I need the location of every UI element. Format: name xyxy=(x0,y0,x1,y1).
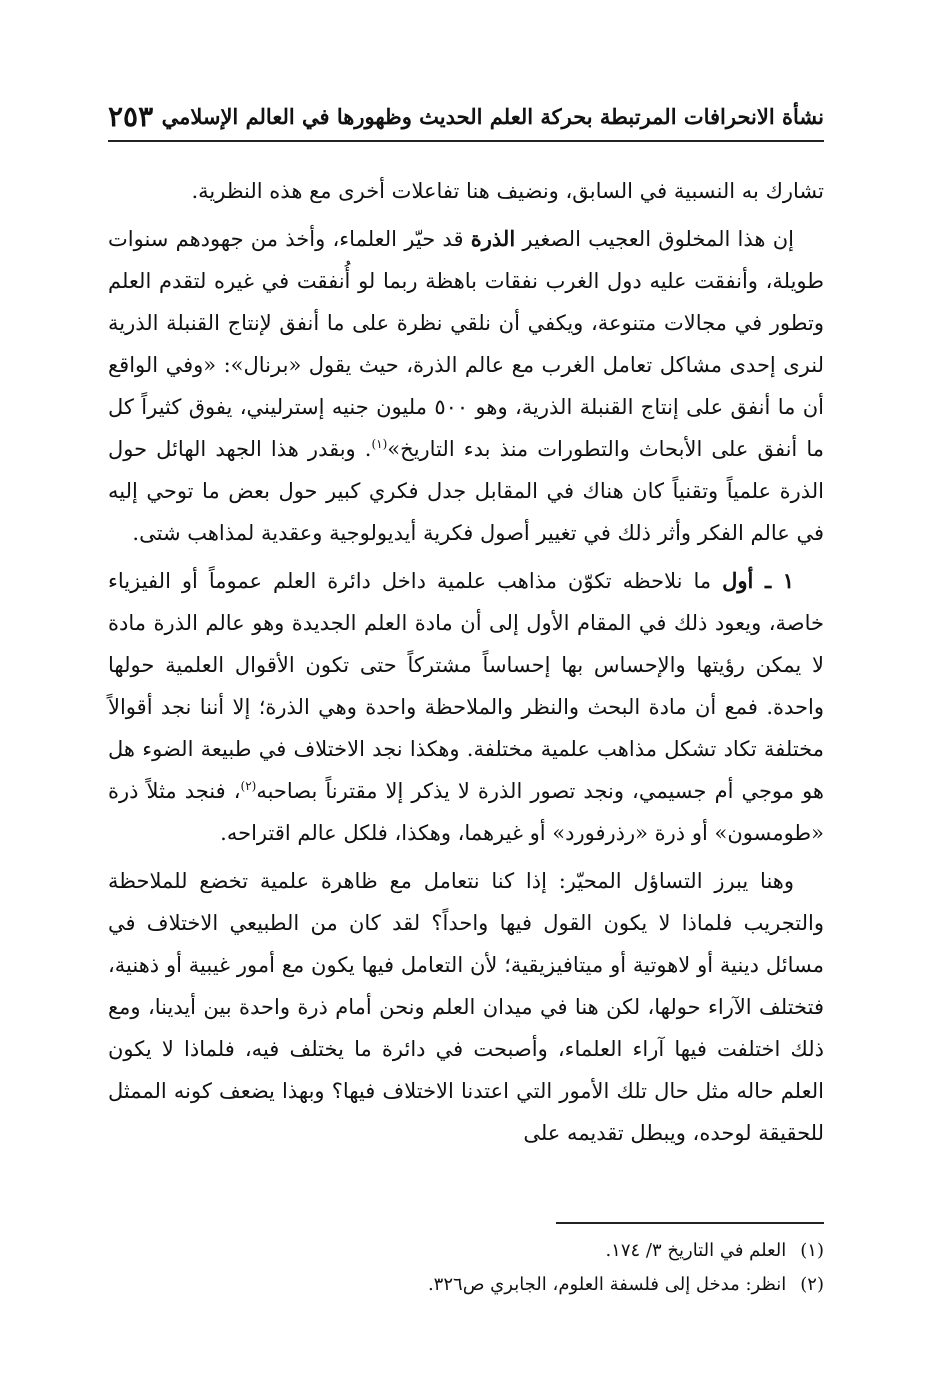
page-number: ٢٥٣ xyxy=(108,99,154,133)
paragraph-2-text-c: . وبقدر هذا الجهد الهائل حول الذرة علمياً وتقنياً كان هناك في المقابل جدل فكري كبير حول بعض ما توحي إليه في عالم الفكر وأثر ذلك في تغيير أصول فكرية أيديولوجية وعقدية لمذاهب شتى. xyxy=(108,437,824,545)
footnote-1 xyxy=(108,1234,824,1268)
footnote-1-text: العلم في التاريخ ٣/ ١٧٤. xyxy=(605,1240,787,1261)
paragraph-2-text-a: إن هذا المخلوق العجيب الصغير xyxy=(515,227,794,251)
paragraph-3-bold-lead: ١ ـ أول xyxy=(722,568,795,593)
paragraph-2-bold-term: الذرة xyxy=(470,226,516,251)
paragraph-2-text-b: قد حيّر العلماء، وأخذ من جهودهم سنوات طويلة، وأنفقت عليه دول الغرب نفقات باهظة ربما لو أُنفقت في غيره لتقدم العلم وتطور في مجالات متنوعة، ويكفي أن نلقي نظرة على ما أنفق لإنتاج القنبلة الذرية لنرى إحدى مشاكل تعامل الغرب مع عالم الذرة، حيث يقول «برنال»: «وفي الواقع أن ما أنفق على إنتاج القنبلة الذرية، وهو ٥٠٠ مليون جنيه إسترليني، يفوق كثيراً كل ما أنفق على الأبحاث والتطورات منذ بدء التاريخ» xyxy=(108,227,824,461)
paragraph-4: وهنا يبرز التساؤل المحيّر: إذا كنا نتعامل مع ظاهرة علمية تخضع للملاحظة والتجريب فلماذا لا يكون القول فيها واحداً؟ لقد كان من الطبيعي الاختلاف في مسائل دينية أو لاهوتية أو ميتافيزيقية؛ لأن التعامل فيها يكون مع أمور غيبية أو ذهنية، فتختلف الآراء حولها، لكن هنا في ميدان العلم ونحن أمام ذرة واحدة بين أيدينا، ومع ذلك اختلفت فيها آراء العلماء، وأصبحت في دائرة ما يختلف فيه، فلماذا لا يكون العلم حاله مثل حال تلك الأمور التي اعتدنا الاختلاف فيها؟ وبهذا يضعف كونه الممثل للحقيقة لوحده، ويبطل تقديمه على xyxy=(108,869,824,1145)
footnote-ref-2: (٢) xyxy=(240,779,257,793)
footnote-ref-1: (١) xyxy=(371,437,388,451)
footnote-divider xyxy=(556,1222,824,1224)
body-text xyxy=(108,170,824,1160)
footnote-2-mark: (٢) xyxy=(800,1274,824,1295)
paragraph-1: تشارك به النسبية في السابق، ونضيف هنا تفاعلات أخرى مع هذه النظرية. xyxy=(191,179,824,203)
running-header xyxy=(108,96,824,136)
paragraph-3-text-b: ، فنجد مثلاً ذرة «طومسون» أو ذرة «رذرفورد» أو غيرهما، وهكذا، فلكل عالم اقتراحه. xyxy=(108,779,824,845)
header-divider xyxy=(108,140,824,142)
footnote-2-text: انظر: مدخل إلى فلسفة العلوم، الجابري ص٣٢٦. xyxy=(427,1274,787,1295)
paragraph-2 xyxy=(108,218,824,554)
paragraph-3-text-a: ما نلاحظه تكوّن مذاهب علمية داخل دائرة العلم عموماً أو الفيزياء خاصة، ويعود ذلك في المقام الأول إلى أن مادة العلم الجديدة وهو عالم الذرة مادة لا يمكن رؤيتها والإحساس بها إحساساً مشتركاً حتى تكون الأقوال العلمية حولها واحدة. فمع أن مادة البحث والنظر والملاحظة واحدة وهي الذرة؛ إلا أننا نجد أقوالاً مختلفة تكاد تشكل مذاهب علمية مختلفة. وهكذا نجد الاختلاف في طبيعة الضوء هل هو موجي أم جسيمي، ونجد تصور الذرة لا يذكر إلا مقترناً بصاحبه xyxy=(108,569,825,803)
footnote-1-mark: (١) xyxy=(800,1240,824,1261)
header-title: نشأة الانحرافات المرتبطة بحركة العلم الحديث وظهورها في العالم الإسلامي xyxy=(161,103,824,129)
footnotes xyxy=(108,1234,824,1302)
footnote-2 xyxy=(108,1268,824,1302)
paragraph-3 xyxy=(108,560,824,854)
